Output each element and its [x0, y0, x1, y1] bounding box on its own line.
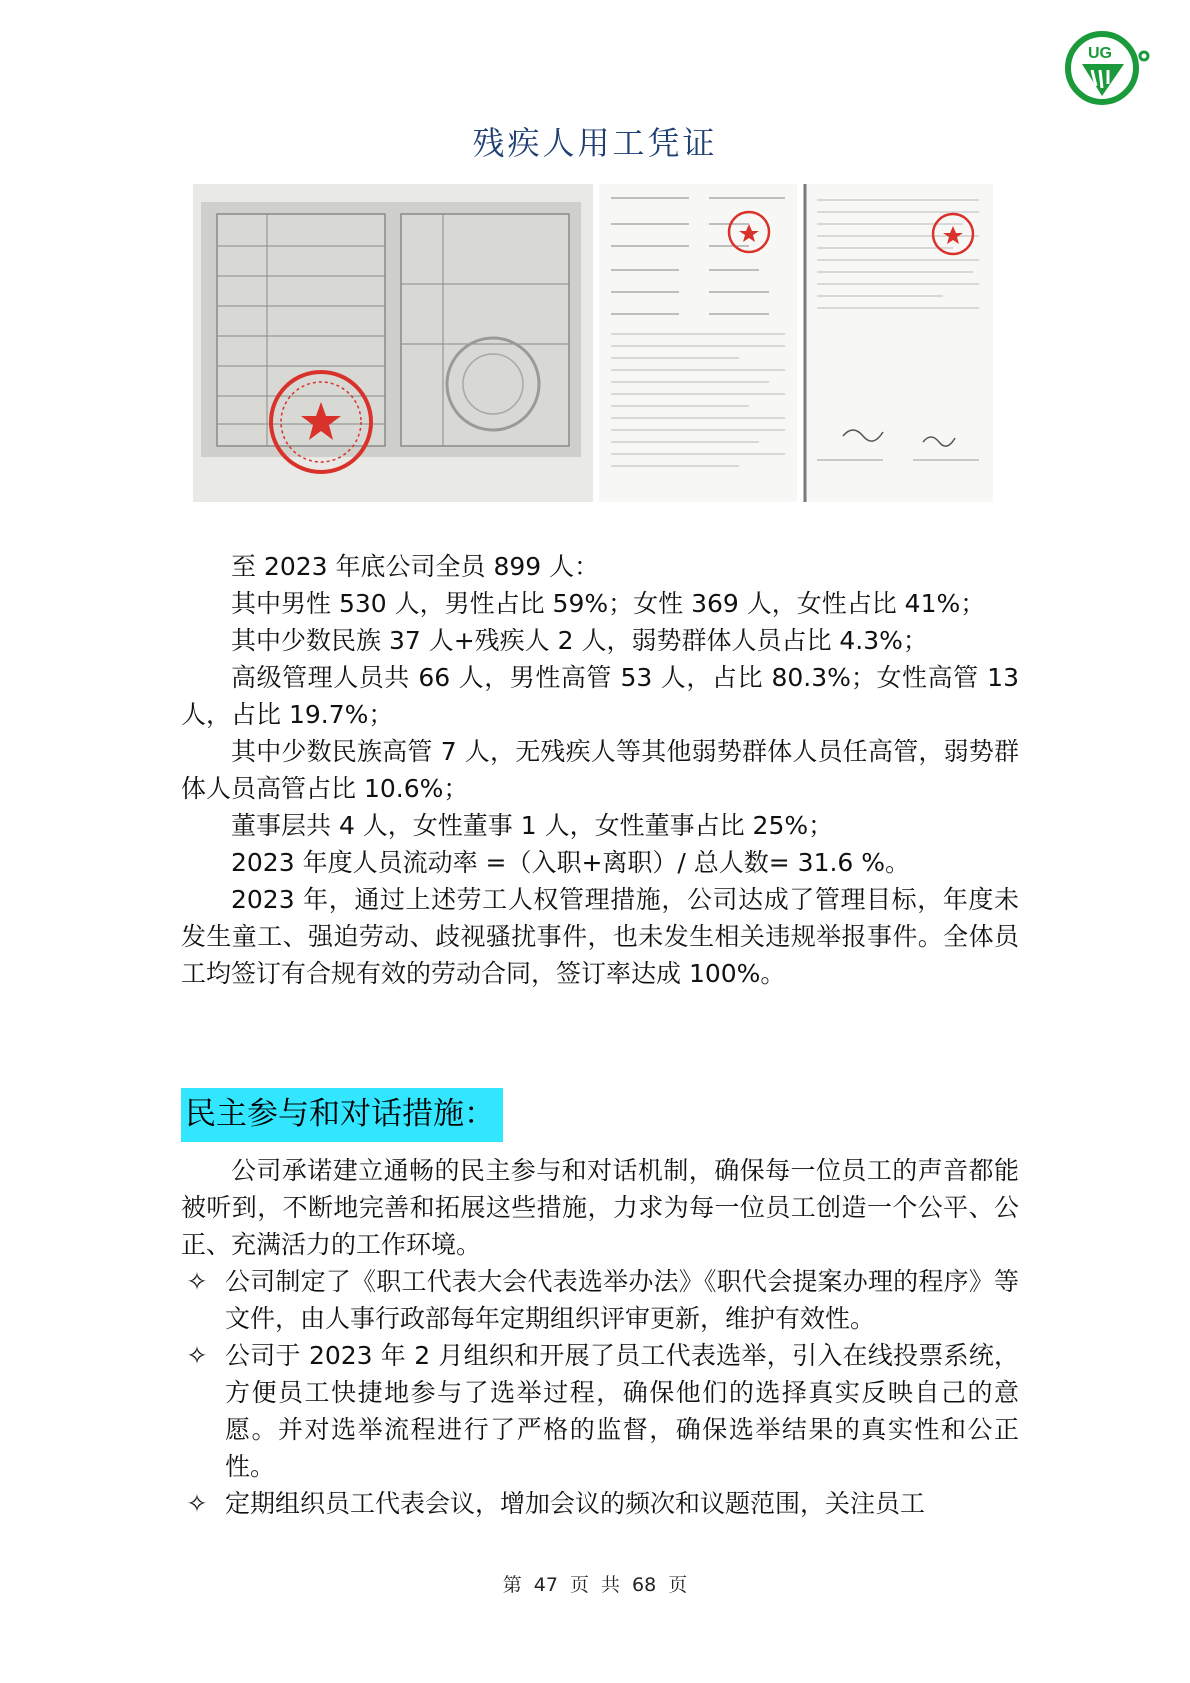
- list-item: ✧ 公司制定了《职工代表大会代表选举办法》《职代会提案办理的程序》等文件，由人事行政部每年定期组织评审更新，维护有效性。: [181, 1263, 1019, 1337]
- bullet-star-icon: ✧: [186, 1489, 208, 1518]
- stats-paragraph: 至 2023 年底公司全员 899 人：: [231, 552, 600, 581]
- logo-lettering: UG: [1088, 45, 1112, 62]
- measures-list: [181, 1263, 1019, 1522]
- bullet-star-icon: ✧: [186, 1341, 208, 1370]
- stats-paragraph: 董事层共 4 人，女性董事 1 人，女性董事占比 25%；: [231, 811, 834, 840]
- stats-paragraph: 其中少数民族高管 7 人，无残疾人等其他弱势群体人员任高管，弱势群体人员高管占比 10.6%；: [181, 737, 1019, 803]
- page-title: 残疾人用工凭证: [472, 124, 718, 162]
- democratic-participation-section: [181, 1088, 1019, 1522]
- stats-paragraph: 2023 年度人员流动率 =（入职+离职）/ 总人数= 31.6 %。: [231, 848, 911, 877]
- labor-contract-scan-page-2: [803, 184, 993, 502]
- list-item: ✧ 公司于 2023 年 2 月组织和开展了员工代表选举，引入在线投票系统，方便员工快捷地参与了选举过程，确保他们的选择真实反映自己的意愿。并对选举流程进行了严格的监督，确保选举结果的真实性和公正性。: [181, 1337, 1019, 1485]
- labor-contract-scan-page-1: [599, 184, 797, 502]
- stats-paragraph: 其中男性 530 人，男性占比 59%；女性 369 人，女性占比 41%；: [231, 589, 986, 618]
- section-intro: 公司承诺建立通畅的民主参与和对话机制，确保每一位员工的声音都能被听到，不断地完善和拓展这些措施，力求为每一位员工创造一个公平、公正、充满活力的工作环境。: [181, 1156, 1019, 1259]
- certificate-scans: [193, 184, 993, 502]
- disability-certificate-scan: [193, 184, 593, 502]
- page-number: 第 47 页 共 68 页: [502, 1574, 688, 1596]
- list-item: ✧ 定期组织员工代表会议，增加会议的频次和议题范围，关注员工: [181, 1485, 1019, 1522]
- stats-paragraph: 2023 年，通过上述劳工人权管理措施，公司达成了管理目标，年度未发生童工、强迫劳动、歧视骚扰事件，也未发生相关违规举报事件。全体员工均签订有合规有效的劳动合同，签订率达成 100%。: [181, 885, 1019, 988]
- workforce-statistics: [181, 548, 1019, 992]
- bullet-star-icon: ✧: [186, 1267, 208, 1296]
- stats-paragraph: 其中少数民族 37 人+残疾人 2 人，弱势群体人员占比 4.3%；: [231, 626, 928, 655]
- stats-paragraph: 高级管理人员共 66 人，男性高管 53 人，占比 80.3%；女性高管 13 人，占比 19.7%；: [181, 663, 1019, 729]
- company-logo: [1062, 26, 1152, 110]
- section-heading: 民主参与和对话措施：: [181, 1088, 503, 1142]
